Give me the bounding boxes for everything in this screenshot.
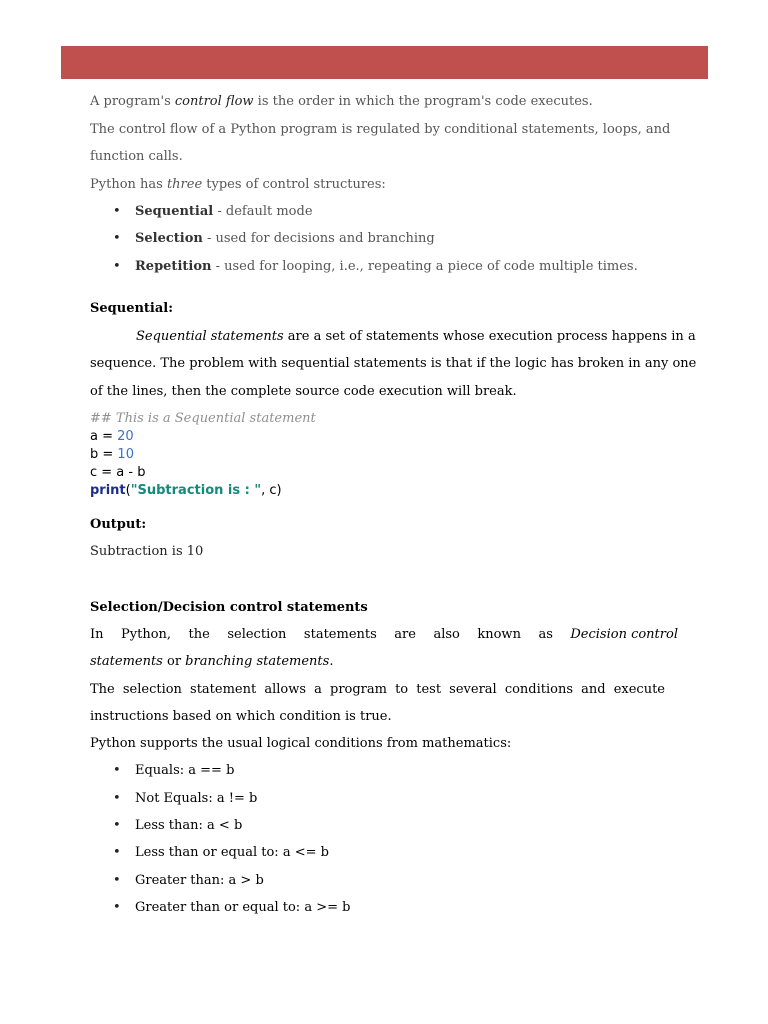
list-item: Less than: a < b	[135, 818, 243, 833]
selection-para-line-5: Python supports the usual logical conditions from mathematics:	[90, 736, 512, 751]
selection-para-line-4: instructions based on which condition is true.	[90, 709, 392, 724]
intro-line-1: A program's control flow is the order in which the program's code executes.	[90, 94, 593, 109]
selection-para-line-2: statements or branching statements.	[90, 654, 334, 669]
sequential-para-line-1: Sequential statements are a set of statements whose execution process happens in a	[136, 329, 696, 344]
selection-para-line-3: The selection statement allows a program to test several conditions and execute	[90, 682, 665, 697]
section-heading-sequential: Sequential:	[90, 301, 174, 316]
output-text: Subtraction is 10	[90, 544, 204, 559]
list-item: Selection - used for decisions and branching	[135, 231, 435, 246]
bullet: •	[113, 873, 121, 888]
bullet: •	[113, 259, 121, 274]
list-item: Greater than or equal to: a >= b	[135, 900, 351, 915]
bullet: •	[113, 900, 121, 915]
bullet: •	[113, 763, 121, 778]
sequential-para-line-3: of the lines, then the complete source code execution will break.	[90, 384, 517, 399]
list-item: Repetition - used for looping, i.e., repeating a piece of code multiple times.	[135, 259, 638, 274]
list-item: Equals: a == b	[135, 763, 235, 778]
bullet: •	[113, 818, 121, 833]
bullet: •	[113, 204, 121, 219]
code-line: print("Subtraction is : ", c)	[90, 483, 282, 498]
intro-line-4: Python has three types of control structures:	[90, 177, 386, 192]
code-line: c = a - b	[90, 465, 146, 480]
list-item: Sequential - default mode	[135, 204, 313, 219]
code-comment: ## This is a Sequential statement	[90, 411, 316, 426]
bullet: •	[113, 791, 121, 806]
list-item: Less than or equal to: a <= b	[135, 845, 329, 860]
bullet: •	[113, 231, 121, 246]
list-item: Not Equals: a != b	[135, 791, 258, 806]
intro-line-2: The control flow of a Python program is regulated by conditional statements, loops, and	[90, 122, 671, 137]
code-line: a = 20	[90, 429, 134, 444]
section-heading-selection: Selection/Decision control statements	[90, 600, 368, 615]
code-line: b = 10	[90, 447, 134, 462]
output-heading: Output:	[90, 517, 147, 532]
bullet: •	[113, 845, 121, 860]
selection-para-line-1: In Python, the selection statements are also known as Decision control	[90, 627, 678, 642]
header-banner	[61, 46, 708, 79]
sequential-para-line-2: sequence. The problem with sequential statements is that if the logic has broken in any one	[90, 356, 697, 371]
list-item: Greater than: a > b	[135, 873, 264, 888]
intro-line-3: function calls.	[90, 149, 183, 164]
